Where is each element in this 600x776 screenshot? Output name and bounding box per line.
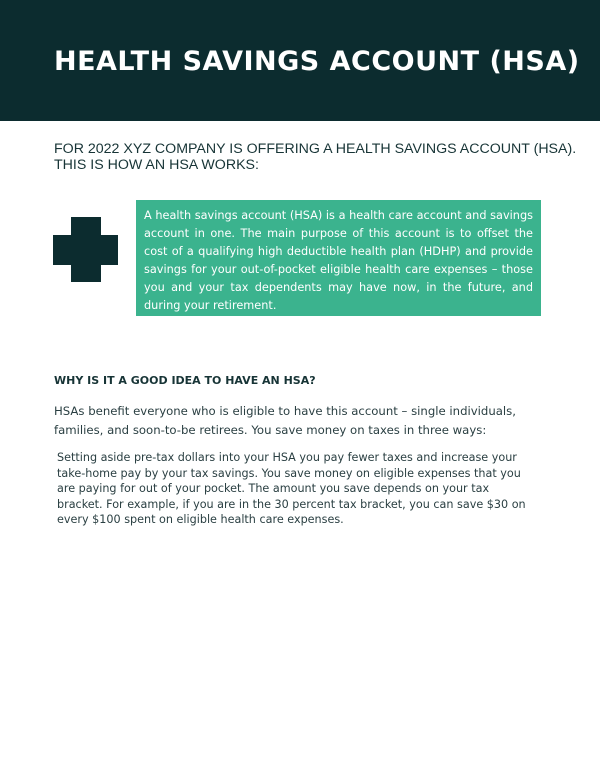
benefits-paragraph: HSAs benefit everyone who is eligible to have this account – single individuals, families, and soon-to-be retirees. You save money on taxes in three ways: — [54, 404, 516, 437]
page-title: HEALTH SAVINGS ACCOUNT (HSA) — [54, 46, 580, 77]
intro-line-1: FOR 2022 XYZ COMPANY IS OFFERING A HEALTH SAVINGS ACCOUNT (HSA). — [54, 141, 577, 157]
intro-line-2: THIS IS HOW AN HSA WORKS: — [54, 157, 259, 173]
medical-cross-icon — [53, 217, 118, 282]
intro-text — [54, 141, 577, 173]
cross-horizontal-bar — [53, 235, 118, 265]
page-header — [0, 0, 600, 121]
hsa-definition-callout — [136, 200, 541, 316]
section-heading: WHY IS IT A GOOD IDEA TO HAVE AN HSA? — [54, 374, 316, 387]
callout-text: A health savings account (HSA) is a health care account and savings account in one. The main purpose of this account is to offset the cost of a qualifying high deductible health plan (HDHP) and provide savings for your out-of-pocket eligible health care expenses – those you and your tax dependents may have now, in the future, and during your retirement. — [144, 209, 533, 312]
tax-savings-paragraph: Setting aside pre-tax dollars into your HSA you pay fewer taxes and increase your take-home pay by your tax savings. You save money on eligible expenses that you are paying for out of your pocket. The amount you save depends on your tax bracket. For example, if you are in the 30 percent tax bracket, you can save $30 on every $100 spent on eligible health care expenses. — [57, 451, 526, 526]
